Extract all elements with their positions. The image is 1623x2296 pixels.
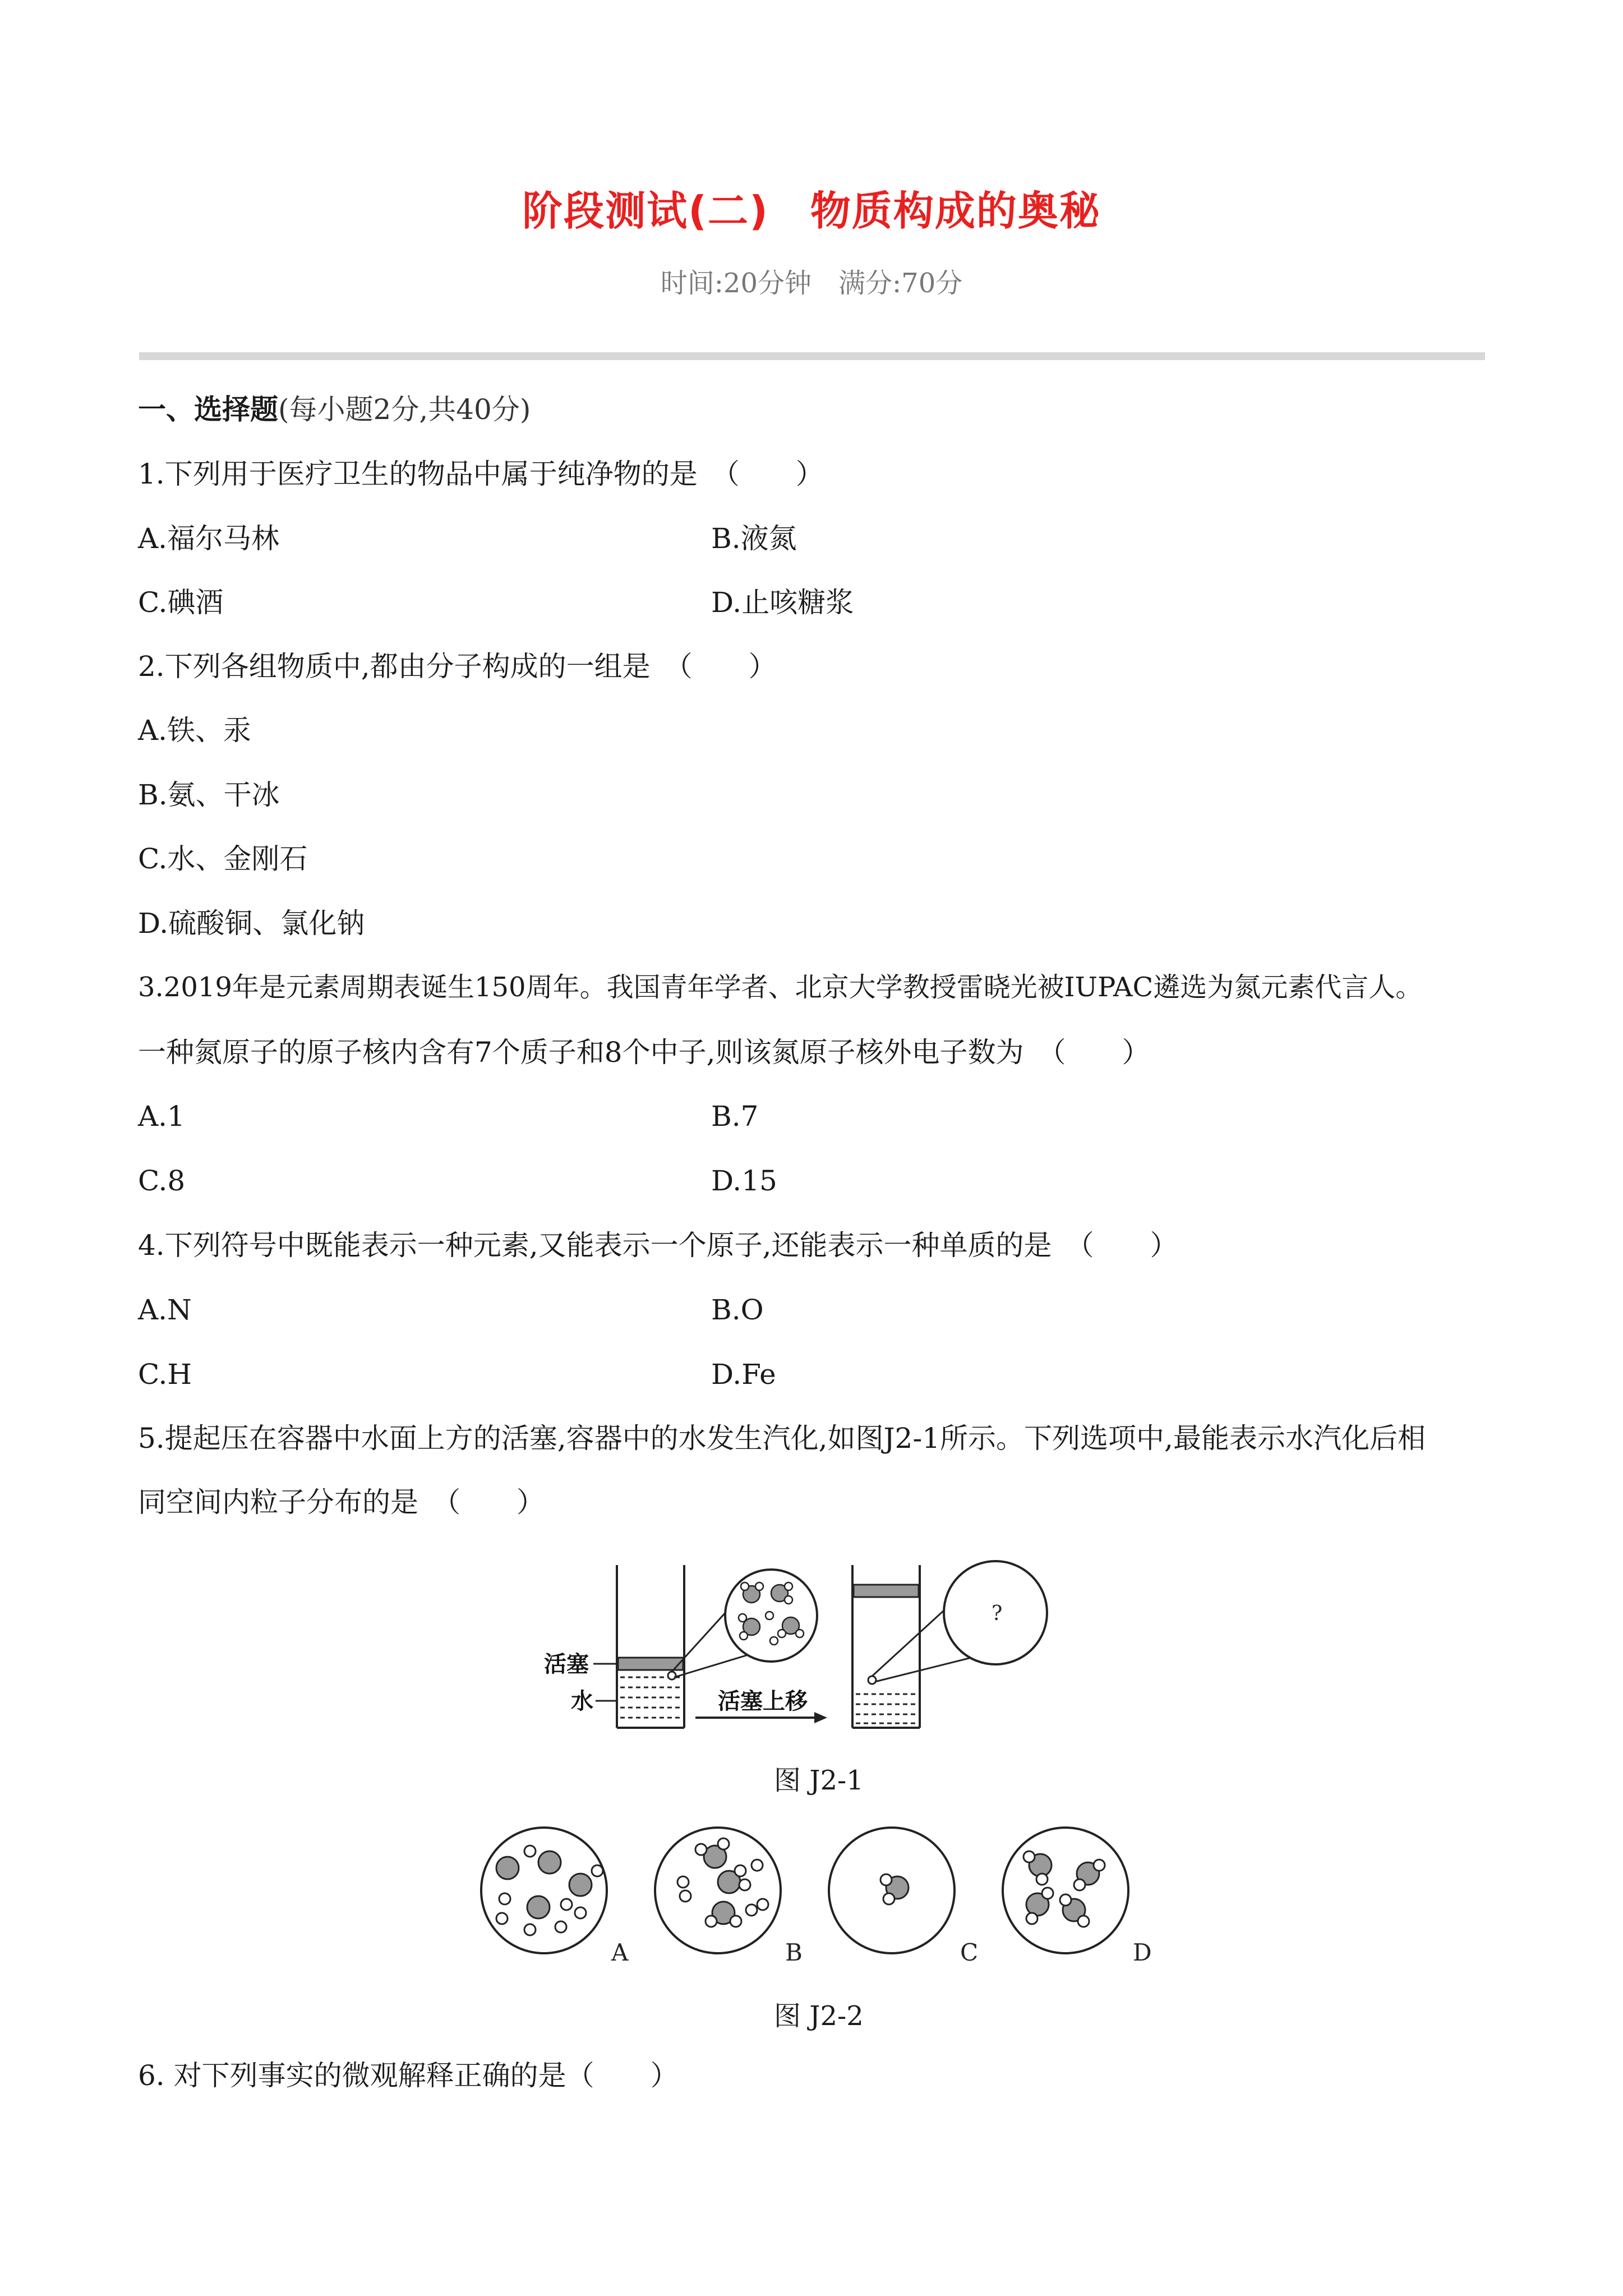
question-2-stem: 2.下列各组物质中,都由分子构成的一组是 （ ） [138, 650, 777, 683]
container-before [617, 1565, 684, 1728]
question-1-stem: 1.下列用于医疗卫生的物品中属于纯净物的是 （ ） [138, 458, 824, 490]
question-1-option-a: A.福尔马林 [138, 522, 280, 555]
question-2-option-b: B.氨、干冰 [138, 779, 280, 811]
label-piston: 活塞 [544, 1651, 589, 1677]
figure-j2-2-caption: 图 J2-2 [774, 2000, 864, 2032]
header-divider [139, 352, 1485, 360]
question-1-option-b: B.液氮 [711, 522, 797, 555]
piston-before [618, 1658, 683, 1670]
section-heading-note: (每小题2分,共40分) [278, 393, 531, 426]
section-heading [138, 393, 531, 426]
question-3-option-a: A.1 [138, 1100, 185, 1133]
figure-j2-1 [527, 1559, 1110, 1739]
water-before [620, 1677, 681, 1718]
question-5-stem-line-2: 同空间内粒子分布的是 （ ） [138, 1486, 545, 1519]
option-b-label: B [785, 1939, 803, 1966]
question-mark: ? [992, 1602, 1003, 1625]
label-water: 水 [571, 1688, 593, 1714]
question-1-option-d: D.止咳糖浆 [711, 586, 854, 619]
question-3-stem-line-2: 一种氮原子的原子核内含有7个质子和8个中子,则该氮原子核外电子数为 （ ） [138, 1036, 1150, 1069]
question-6-stem: 6. 对下列事实的微观解释正确的是（ ） [138, 2059, 679, 2092]
section-heading-title: 一、选择题 [138, 393, 278, 426]
arrow-label: 活塞上移 [718, 1688, 808, 1714]
water-after [856, 1694, 916, 1723]
question-3-option-c: C.8 [138, 1165, 186, 1197]
option-d-diagram [1003, 1828, 1128, 1953]
question-4-option-c: C.H [138, 1358, 192, 1391]
option-a-label: A [611, 1939, 629, 1966]
piston-after [854, 1585, 919, 1597]
question-3-stem-line-1: 3.2019年是元素周期表诞生150周年。我国青年学者、北京大学教授雷晓光被IUPAC遴选为氮元素代言人。 [138, 972, 1423, 1003]
figure-j2-1-caption: 图 J2-1 [774, 1765, 864, 1796]
page-title: 阶段测试(二) 物质构成的奥秘 [522, 187, 1101, 234]
question-3-option-b: B.7 [711, 1100, 759, 1133]
option-a-diagram [481, 1828, 607, 1953]
question-3-option-d: D.15 [711, 1165, 777, 1197]
figure-j2-2 [477, 1826, 1172, 1972]
option-b-diagram [655, 1828, 781, 1953]
question-4-option-a: A.N [138, 1294, 192, 1326]
question-4-stem: 4.下列符号中既能表示一种元素,又能表示一个原子,还能表示一种单质的是 （ ） [138, 1229, 1178, 1262]
page-subtitle: 时间:20分钟 满分:70分 [660, 268, 963, 299]
question-4-option-b: B.O [711, 1294, 764, 1326]
question-5-stem-line-1: 5.提起压在容器中水面上方的活塞,容器中的水发生汽化,如图J2-1所示。下列选项中,最能表示水汽化后相 [138, 1422, 1426, 1455]
question-2-option-a: A.铁、汞 [138, 714, 252, 747]
option-c-label: C [960, 1939, 979, 1966]
question-4-option-d: D.Fe [711, 1358, 776, 1391]
question-2-option-d: D.硫酸铜、氯化钠 [138, 907, 365, 940]
option-d-label: D [1133, 1939, 1152, 1966]
option-c-diagram [829, 1828, 955, 1953]
question-1-option-c: C.碘酒 [138, 586, 224, 619]
question-2-option-c: C.水、金刚石 [138, 843, 308, 875]
